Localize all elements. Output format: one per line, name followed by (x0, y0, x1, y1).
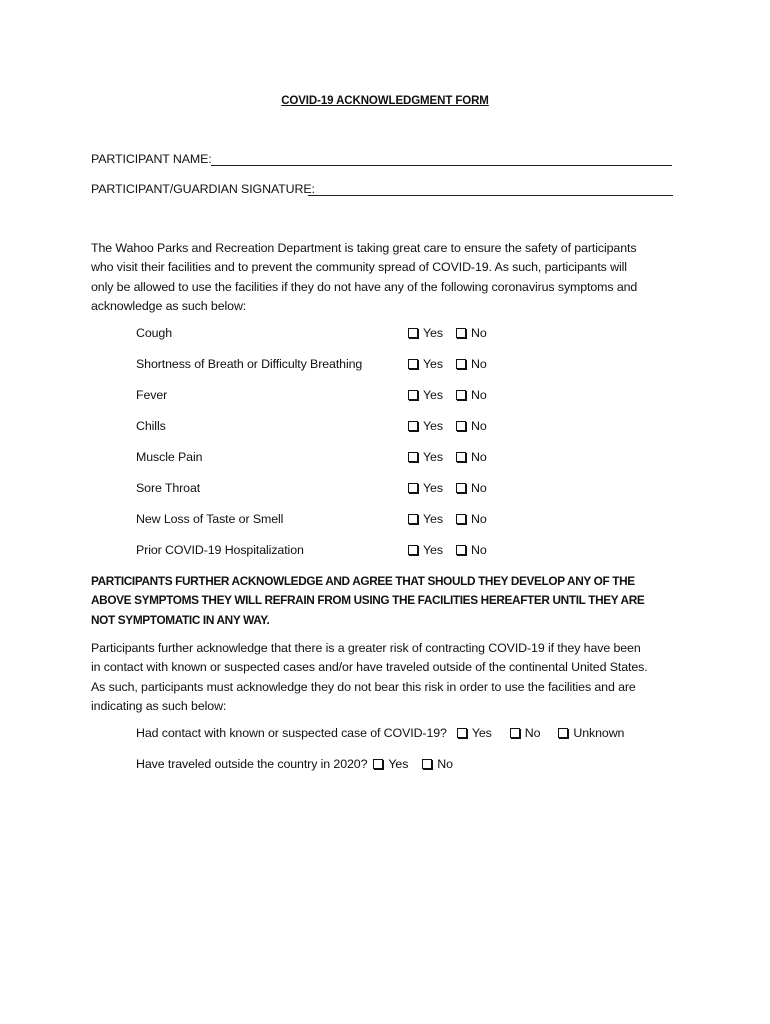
symptom-label: Sore Throat (136, 481, 201, 495)
symptom-no-option[interactable] (456, 450, 487, 464)
travel-no-option[interactable] (422, 757, 453, 771)
intro-line: The Wahoo Parks and Recreation Department is taking great care to ensure the safety of participants (91, 241, 637, 255)
agreement-line: PARTICIPANTS FURTHER ACKNOWLEDGE AND AGREE THAT SHOULD THEY DEVELOP ANY OF THE (91, 574, 635, 588)
checkbox-icon[interactable] (457, 728, 467, 738)
checkbox-icon[interactable] (408, 452, 418, 462)
symptom-no-option[interactable] (456, 326, 487, 340)
symptom-row (136, 481, 516, 497)
contact-yes-option[interactable] (457, 726, 492, 740)
option-label: No (471, 450, 487, 464)
symptom-label: Fever (136, 388, 168, 402)
checkbox-icon[interactable] (408, 359, 418, 369)
checkbox-icon[interactable] (456, 545, 466, 555)
checkbox-icon[interactable] (456, 359, 466, 369)
option-label: No (437, 757, 453, 771)
option-label: No (471, 388, 487, 402)
option-label: No (524, 726, 541, 740)
symptom-label: Cough (136, 326, 173, 340)
symptom-row (136, 450, 516, 466)
travel-question-label: Have traveled outside the country in 2020? (136, 757, 368, 771)
option-label: Yes (423, 543, 443, 557)
symptom-label: Chills (136, 419, 166, 433)
checkbox-icon[interactable] (456, 483, 466, 493)
checkbox-icon[interactable] (510, 728, 520, 738)
symptom-no-option[interactable] (456, 388, 487, 402)
option-label: No (471, 512, 487, 526)
risk-line: Participants further acknowledge that there is a greater risk of contracting COVID-19 if they have been (91, 641, 641, 655)
option-label: Yes (423, 388, 443, 402)
option-label: Yes (388, 757, 409, 771)
symptom-no-option[interactable] (456, 543, 487, 557)
form-title: COVID-19 ACKNOWLEDGMENT FORM (281, 95, 489, 107)
checkbox-icon[interactable] (456, 452, 466, 462)
checkbox-icon[interactable] (558, 728, 568, 738)
option-label: Yes (423, 326, 443, 340)
checkbox-icon[interactable] (456, 390, 466, 400)
contact-unknown-option[interactable] (558, 726, 624, 740)
intro-line: who visit their facilities and to prevent the community spread of COVID-19. As such, participants will (91, 260, 627, 275)
checkbox-icon[interactable] (456, 421, 466, 431)
signature-field[interactable] (308, 195, 673, 196)
intro-paragraph (91, 239, 691, 316)
participant-name-label: PARTICIPANT NAME: (91, 152, 212, 166)
symptom-label: Shortness of Breath or Difficulty Breathing (136, 357, 363, 371)
symptom-row (136, 357, 516, 373)
option-label: Yes (471, 726, 492, 740)
option-label: No (471, 357, 487, 371)
symptom-yes-option[interactable] (408, 357, 443, 371)
symptom-row (136, 388, 516, 404)
checkbox-icon[interactable] (456, 514, 466, 524)
symptom-no-option[interactable] (456, 481, 487, 495)
option-label: Yes (423, 481, 443, 495)
risk-paragraph (91, 639, 691, 716)
agreement-line: ABOVE SYMPTOMS THEY WILL REFRAIN FROM USING THE FACILITIES HEREAFTER UNTIL THEY ARE (91, 593, 645, 608)
symptom-yes-option[interactable] (408, 450, 443, 464)
option-label: Yes (423, 512, 443, 526)
checkbox-icon[interactable] (408, 421, 418, 431)
option-label: Yes (423, 450, 443, 464)
risk-line: As such, participants must acknowledge they do not bear this risk in order to use the facilities and are (91, 679, 636, 694)
symptom-no-option[interactable] (456, 512, 487, 526)
symptom-no-option[interactable] (456, 357, 487, 371)
intro-line: acknowledge as such below: (91, 298, 247, 313)
contact-question-row (136, 726, 624, 740)
contact-question-label: Had contact with known or suspected case of COVID-19? (136, 726, 447, 740)
participant-name-field[interactable] (211, 165, 672, 166)
symptom-yes-option[interactable] (408, 543, 443, 557)
symptom-label: New Loss of Taste or Smell (136, 512, 284, 526)
option-label: No (471, 419, 487, 433)
checkbox-icon[interactable] (422, 759, 432, 769)
checkbox-icon[interactable] (373, 759, 383, 769)
travel-yes-option[interactable] (373, 757, 408, 771)
symptom-yes-option[interactable] (408, 388, 443, 402)
symptom-yes-option[interactable] (408, 326, 443, 340)
symptom-label: Muscle Pain (136, 450, 203, 464)
symptom-row (136, 543, 516, 559)
symptom-no-option[interactable] (456, 419, 487, 433)
intro-line: only be allowed to use the facilities if they do not have any of the following coronavirus symptoms and (91, 279, 638, 294)
symptom-row (136, 512, 516, 528)
checkbox-icon[interactable] (408, 328, 418, 338)
agreement-paragraph (91, 572, 691, 630)
checkbox-icon[interactable] (408, 390, 418, 400)
contact-no-option[interactable] (510, 726, 541, 740)
option-label: No (471, 326, 487, 340)
travel-question-row (136, 757, 453, 771)
option-label: No (471, 481, 487, 495)
risk-line: indicating as such below: (91, 698, 227, 713)
symptom-row (136, 326, 516, 342)
checkbox-icon[interactable] (456, 328, 466, 338)
checkbox-icon[interactable] (408, 545, 418, 555)
agreement-line: NOT SYMPTOMATIC IN ANY WAY. (91, 612, 270, 627)
checkbox-icon[interactable] (408, 514, 418, 524)
symptom-label: Prior COVID-19 Hospitalization (136, 543, 304, 557)
symptom-yes-option[interactable] (408, 481, 443, 495)
option-label: Unknown (573, 726, 625, 740)
symptom-yes-option[interactable] (408, 512, 443, 526)
symptom-yes-option[interactable] (408, 419, 443, 433)
risk-line: in contact with known or suspected cases and/or have traveled outside of the continental United States. (91, 660, 648, 675)
signature-label: PARTICIPANT/GUARDIAN SIGNATURE: (91, 182, 315, 196)
option-label: No (471, 543, 487, 557)
option-label: Yes (423, 357, 443, 371)
option-label: Yes (423, 419, 443, 433)
checkbox-icon[interactable] (408, 483, 418, 493)
symptom-row (136, 419, 516, 435)
